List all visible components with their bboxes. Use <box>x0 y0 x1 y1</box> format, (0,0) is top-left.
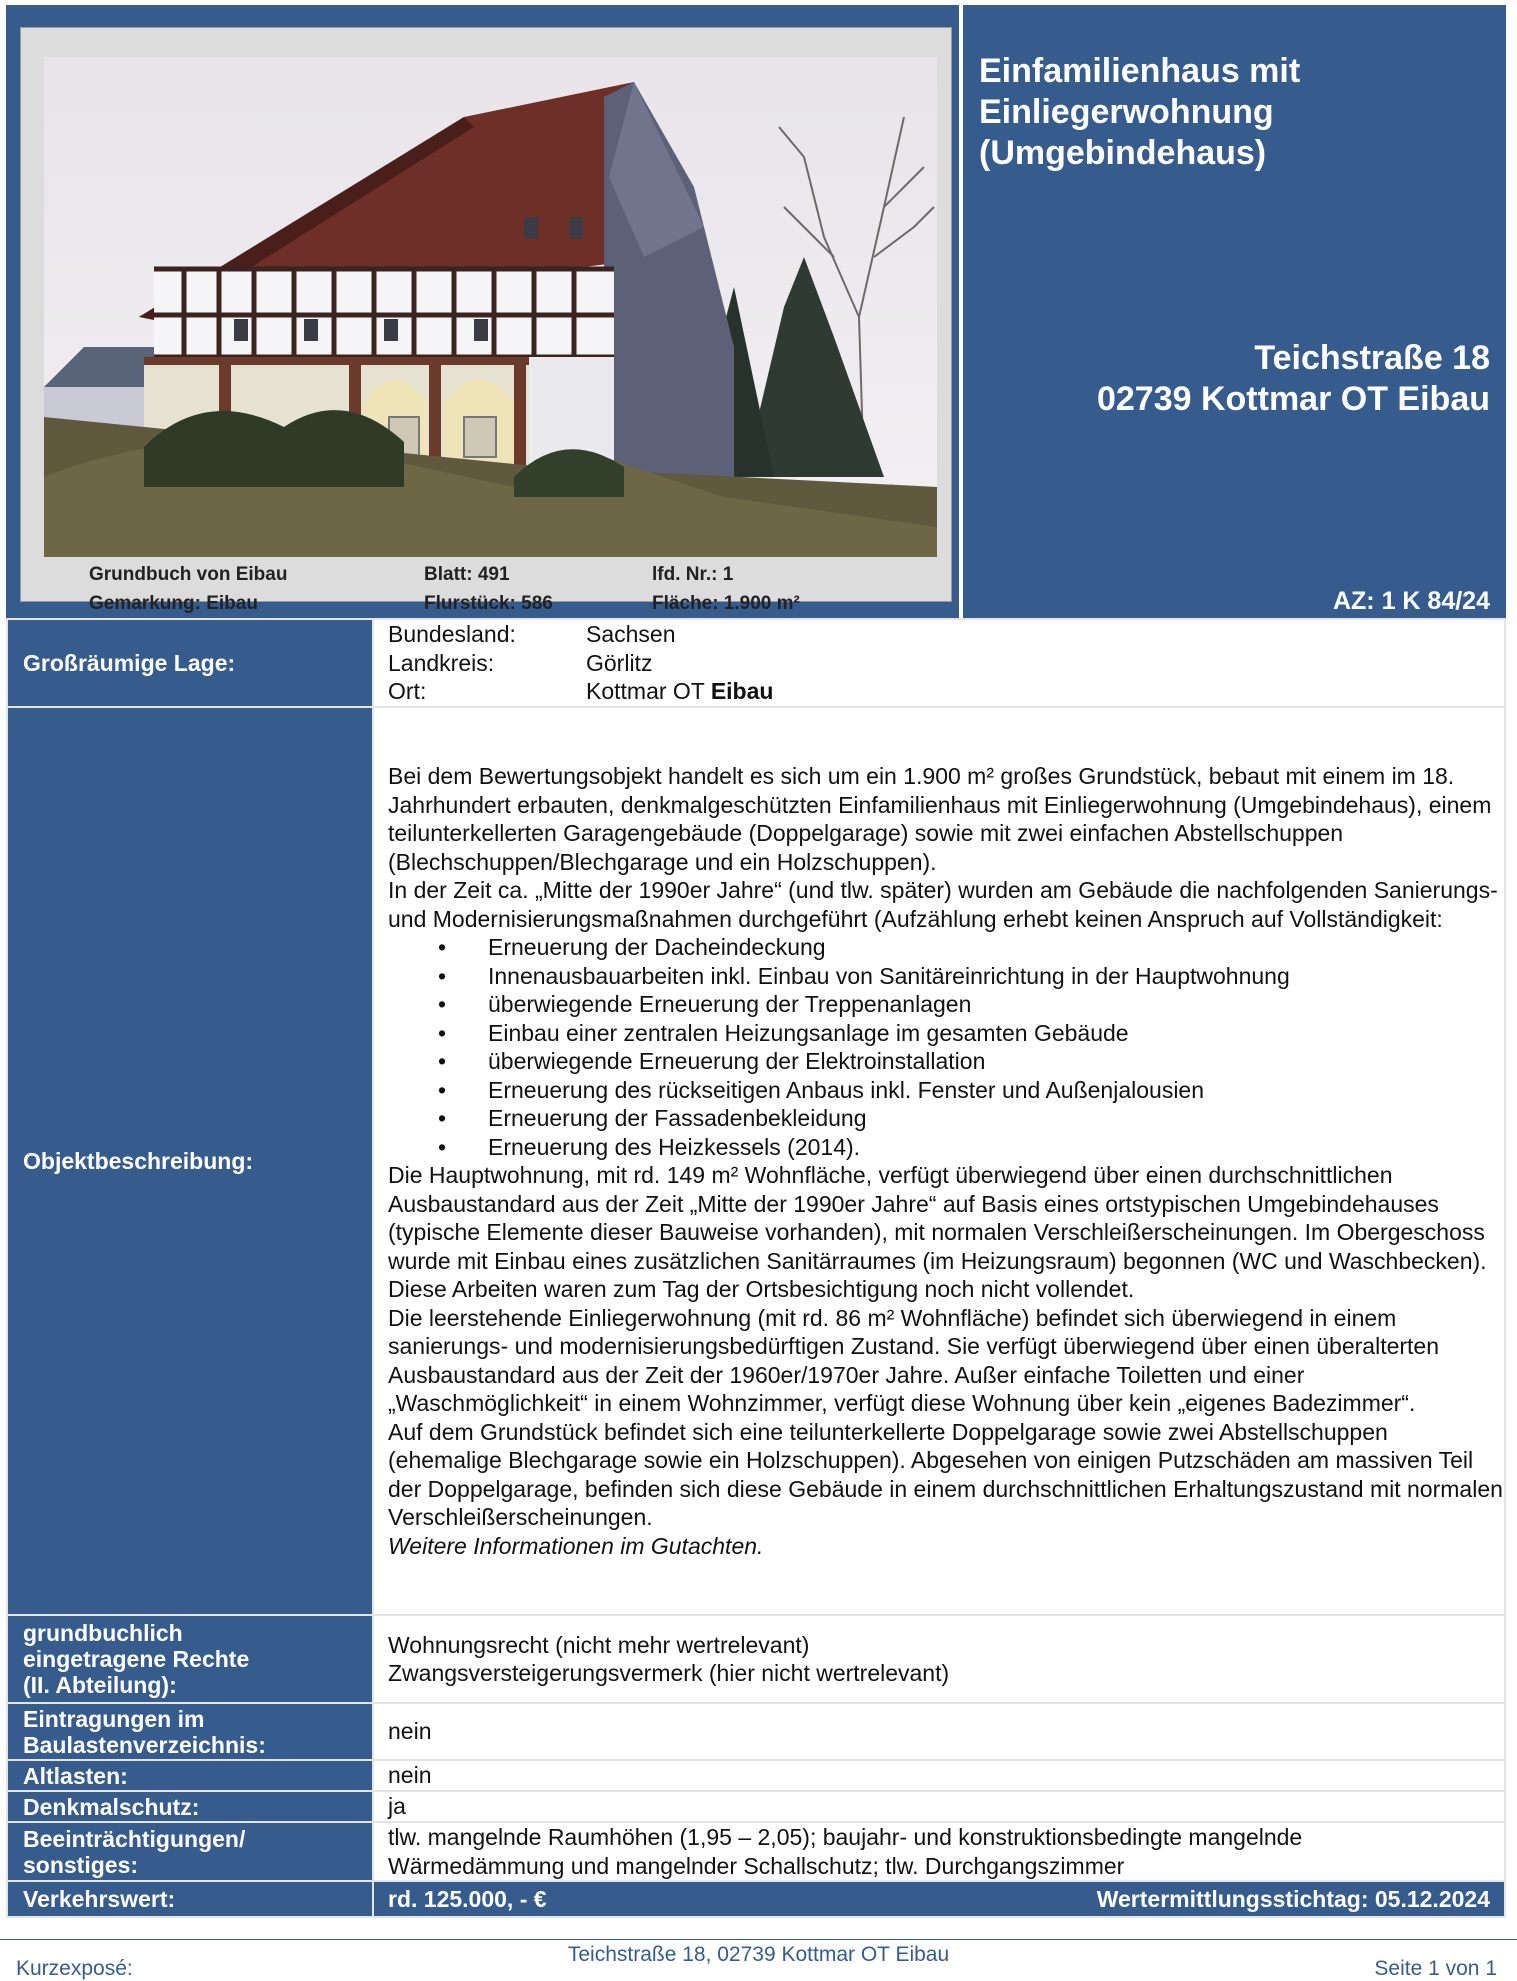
objekt-paragraph-6: Weitere Informationen im Gutachten. <box>388 1532 764 1559</box>
beeintr-line-2: Wärmedämmung und mangelnder Schallschutz; tlw. Durchgangszimmer <box>388 1852 1125 1879</box>
address-street: Teichstraße 18 <box>1254 339 1490 377</box>
list-item: • Innenausbauarbeiten inkl. Einbau von Sanitäreinrichtung in der Hauptwohnung <box>488 962 1504 991</box>
objekt-paragraph-4: Die leerstehende Einliegerwohnung (mit rd. 86 m² Wohnfläche) befindet sich überwiegend in einem sanierungs- und modernisierungsbedürftigen Zustand. Sie verfügt überwiegend über einen überalterten Ausbaustandard aus der Zeit der 1960er/1970er Jahre. Außer einfache Toiletten und einer „Waschmöglichkeit“ in einem Wohnzimmer, verfügt diese Wohnung über kein „eigenes Badezimmer“. <box>388 1304 1440 1416</box>
beeintr-line-1: tlw. mangelnde Raumhöhen (1,95 – 2,05); baujahr- und konstruktionsbedingte mangelnde <box>388 1824 1303 1850</box>
title-line-3: (Umgebindehaus) <box>979 134 1267 172</box>
ort-value-bold: Eibau <box>710 678 774 705</box>
title-panel <box>963 5 1506 618</box>
list-item: • Erneuerung der Fassadenbekleidung <box>488 1104 1504 1133</box>
bundesland-value: Sachsen <box>586 621 676 648</box>
verkehrswert-label: Verkehrswert: <box>7 1881 373 1917</box>
rechte-label-line-3: (II. Abteilung): <box>23 1672 177 1698</box>
lage-value <box>373 619 1505 707</box>
footer-left-label: Kurzexposé: <box>16 1957 133 1980</box>
photo-frame <box>20 27 952 614</box>
landkreis-value: Görlitz <box>586 649 653 676</box>
row-lage <box>7 619 1505 707</box>
lfd-nr-label: lfd. Nr.: 1 <box>652 564 734 585</box>
photo-panel <box>6 5 959 618</box>
footer-address: Teichstraße 18, 02739 Kottmar OT Eibau <box>567 1943 950 1966</box>
denkmal-value: ja <box>373 1791 1505 1822</box>
address-city: 02739 Kottmar OT Eibau <box>1096 380 1490 418</box>
row-beeintraechtigungen <box>7 1822 1505 1881</box>
row-rechte <box>7 1615 1505 1703</box>
rechte-line-2: Zwangsversteigerungsvermerk (hier nicht wertrelevant) <box>388 1660 950 1686</box>
file-reference: AZ: 1 K 84/24 <box>1332 587 1490 615</box>
objekt-paragraph-3: Die Hauptwohnung, mit rd. 149 m² Wohnfläche, verfügt überwiegend über einen durchschnittlichen Ausbaustandard aus der Zeit „Mitte der 1990er Jahre“ auf Basis eines ortstypischen Umgebindehauses (typische Elemente dieser Bauweise vorhanden), mit normalen Verschleißerscheinungen. Im Obergeschoss wurde mit Einbau eines zusätzlichen Sanitärraumes (im Heizungsraum) begonnen (WC und Waschbecken). Diese Arbeiten waren zum Tag der Ortsbesichtigung noch nicht vollendet. <box>388 1162 1487 1302</box>
list-item: • Erneuerung der Dacheindeckung <box>488 933 1504 962</box>
ort-value: Kottmar OT <box>586 678 711 705</box>
wertermittlungsstichtag: Wertermittlungsstichtag: 05.12.2024 <box>1096 1885 1490 1912</box>
rechte-label-line-2: eingetragene Rechte <box>23 1646 250 1672</box>
bundesland-key: Bundesland: <box>388 621 516 648</box>
blatt-label: Blatt: 491 <box>424 564 510 585</box>
lage-label: Großräumige Lage: <box>7 619 373 707</box>
title-line-1: Einfamilienhaus mit <box>979 52 1301 90</box>
list-item: • überwiegende Erneuerung der Treppenanlagen <box>488 990 1504 1019</box>
beeintr-value <box>373 1822 1505 1881</box>
row-denkmal <box>7 1791 1505 1822</box>
beeintr-label-line-2: sonstiges: <box>23 1851 139 1878</box>
header <box>6 5 1506 618</box>
house-photo-image <box>44 57 937 557</box>
denkmal-label: Denkmalschutz: <box>7 1791 373 1822</box>
property-info-table <box>6 618 1506 1918</box>
baulasten-label-line-2: Baulastenverzeichnis: <box>23 1731 266 1758</box>
verkehrswert-value-cell <box>373 1881 1505 1917</box>
rechte-line-1: Wohnungsrecht (nicht mehr wertrelevant) <box>388 1631 810 1658</box>
title-line-2: Einliegerwohnung <box>979 93 1274 131</box>
footer-page-number: Seite 1 von 1 <box>1374 1957 1497 1980</box>
beeintr-label <box>7 1822 373 1881</box>
document-title <box>979 51 1479 174</box>
objekt-value <box>373 707 1505 1615</box>
expose-page <box>6 5 1506 1912</box>
objekt-paragraph-5: Auf dem Grundstück befindet sich eine teilunterkellerte Doppelgarage sowie zwei Abstellschuppen (ehemalige Blechgarage sowie ein Holzschuppen). Abgesehen von einigen Putzschäden am massiven Teil der Doppelgarage, befinden sich diese Gebäude in einem durchschnittlichen Erhaltungszustand mit normalen Verschleißerscheinungen. <box>388 1418 1503 1530</box>
flaeche-label: Fläche: 1.900 m² <box>652 593 800 614</box>
rechte-label <box>7 1615 373 1703</box>
row-verkehrswert <box>7 1881 1505 1917</box>
ort-key: Ort: <box>388 678 427 705</box>
rechte-value <box>373 1615 1505 1703</box>
beeintr-label-line-1: Beeinträchtigungen/ <box>23 1825 246 1852</box>
list-item: • Erneuerung des rückseitigen Anbaus inkl. Fenster und Außenjalousien <box>488 1076 1504 1105</box>
landkreis-key: Landkreis: <box>388 649 495 676</box>
list-item: • Erneuerung des Heizkessels (2014). <box>488 1133 1504 1162</box>
list-item: • Einbau einer zentralen Heizungsanlage im gesamten Gebäude <box>488 1019 1504 1048</box>
property-address <box>1097 338 1490 420</box>
list-item: • überwiegende Erneuerung der Elektroinstallation <box>488 1047 1504 1076</box>
page-footer <box>0 1921 1517 1980</box>
verkehrswert-value: rd. 125.000, - € <box>388 1885 547 1912</box>
objekt-label: Objektbeschreibung: <box>7 707 373 1615</box>
baulasten-label <box>7 1703 373 1760</box>
altlasten-label: Altlasten: <box>7 1760 373 1791</box>
footer-rule <box>0 1939 1517 1940</box>
row-baulasten <box>7 1703 1505 1760</box>
baulasten-value: nein <box>373 1703 1505 1760</box>
row-objekt <box>7 707 1505 1615</box>
gemarkung-label: Gemarkung: Eibau <box>89 593 258 614</box>
baulasten-label-line-1: Eintragungen im <box>23 1705 205 1732</box>
row-altlasten <box>7 1760 1505 1791</box>
grundbuch-label: Grundbuch von Eibau <box>89 564 288 585</box>
altlasten-value: nein <box>373 1760 1505 1791</box>
house-photo <box>44 57 937 557</box>
objekt-paragraph-2: In der Zeit ca. „Mitte der 1990er Jahre“ (und tlw. später) wurden am Gebäude die nachfolgenden Sanierungs- und Modernisierungsmaßnahmen durchgeführt (Aufzählung erhebt keinen Anspruch auf Vollständigkeit: <box>388 877 1498 932</box>
rechte-label-line-1: grundbuchlich <box>23 1620 183 1646</box>
objekt-paragraph-1: Bei dem Bewertungsobjekt handelt es sich um ein 1.900 m² großes Grundstück, bebaut mit einem im 18. Jahrhundert erbauten, denkmalgeschützten Einfamilienhaus mit Einliegerwohnung (Umgebindehaus), einem teilunterkellerten Garagengebäude (Doppelgarage) sowie mit zwei einfachen Abstellschuppen (Blechschuppen/Blechgarage und ein Holzschuppen). <box>388 763 1492 875</box>
flurstueck-label: Flurstück: 586 <box>424 593 553 614</box>
measures-list <box>388 933 1504 1161</box>
